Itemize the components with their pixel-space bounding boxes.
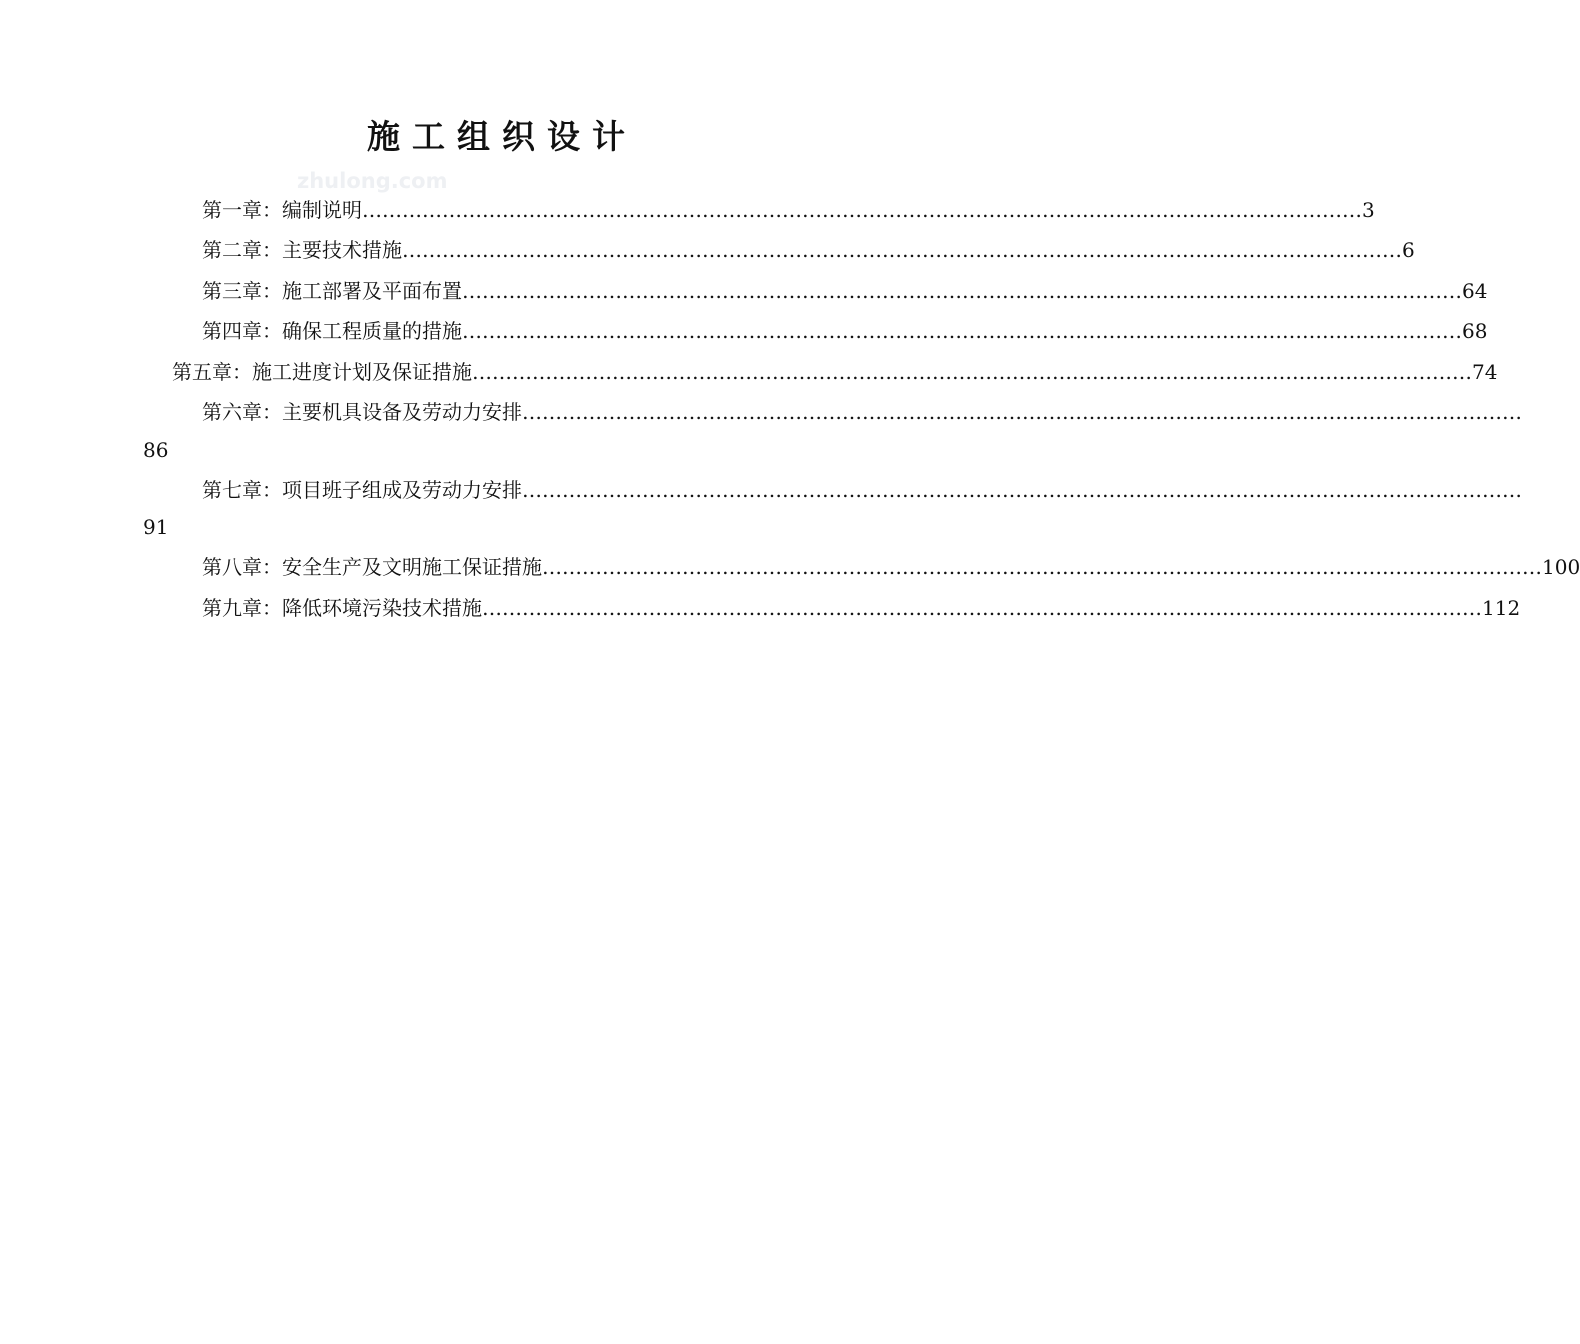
toc-entry-3[interactable] <box>202 275 1488 307</box>
toc-leader-dots: …………………………………………………………………………………………………………………………………… <box>522 478 1522 502</box>
toc-leader-dots: …………………………………………………………………………………………………………………………………… <box>362 198 1362 222</box>
toc-entry-page: 6 <box>1402 238 1415 262</box>
toc-entry-label: 第二章：主要技术措施 <box>202 238 402 262</box>
toc-leader-dots: …………………………………………………………………………………………………………………………………… <box>462 279 1462 303</box>
toc-entry-label: 第九章：降低环境污染技术措施 <box>202 596 482 620</box>
toc-entry-4[interactable] <box>202 315 1488 347</box>
toc-entry-label: 第四章：确保工程质量的措施 <box>202 319 462 343</box>
toc-entry-5[interactable] <box>172 356 1498 388</box>
toc-entry-label: 第五章：施工进度计划及保证措施 <box>172 360 472 384</box>
toc-leader-dots: …………………………………………………………………………………………………………………………………… <box>522 400 1522 424</box>
toc-leader-dots: …………………………………………………………………………………………………………………………………… <box>462 319 1462 343</box>
toc-entry-8[interactable] <box>202 551 1580 583</box>
toc-leader-dots: …………………………………………………………………………………………………………………………………… <box>472 360 1472 384</box>
toc-entry-2[interactable] <box>202 234 1415 266</box>
toc-entry-page: 74 <box>1472 360 1498 384</box>
toc-entry-1[interactable] <box>202 194 1375 226</box>
toc-entry-label: 第三章：施工部署及平面布置 <box>202 279 462 303</box>
document-title: 施工组织设计 <box>367 117 637 156</box>
toc-entry-7[interactable] <box>202 474 1522 506</box>
toc-entry-page: 68 <box>1462 319 1488 343</box>
toc-entry-page: 3 <box>1362 198 1375 222</box>
toc-entry-label: 第一章：编制说明 <box>202 198 362 222</box>
toc-leader-dots: …………………………………………………………………………………………………………………………………… <box>482 596 1482 620</box>
toc-entry-page: 64 <box>1462 279 1488 303</box>
toc-entry-page: 86 <box>143 438 169 462</box>
toc-entry-page: 91 <box>143 515 169 539</box>
toc-entry-page: 100 <box>1542 555 1580 579</box>
toc-entry-label: 第七章：项目班子组成及劳动力安排 <box>202 478 522 502</box>
toc-entry-label: 第六章：主要机具设备及劳动力安排 <box>202 400 522 424</box>
toc-leader-dots: …………………………………………………………………………………………………………………………………… <box>542 555 1542 579</box>
toc-entry-page: 112 <box>1482 596 1521 620</box>
toc-entry-6[interactable] <box>202 396 1522 428</box>
toc-leader-dots: …………………………………………………………………………………………………………………………………… <box>402 238 1402 262</box>
toc-entry-label: 第八章：安全生产及文明施工保证措施 <box>202 555 542 579</box>
toc-entry-9[interactable] <box>202 592 1521 624</box>
watermark: zhulong.com <box>297 169 448 193</box>
